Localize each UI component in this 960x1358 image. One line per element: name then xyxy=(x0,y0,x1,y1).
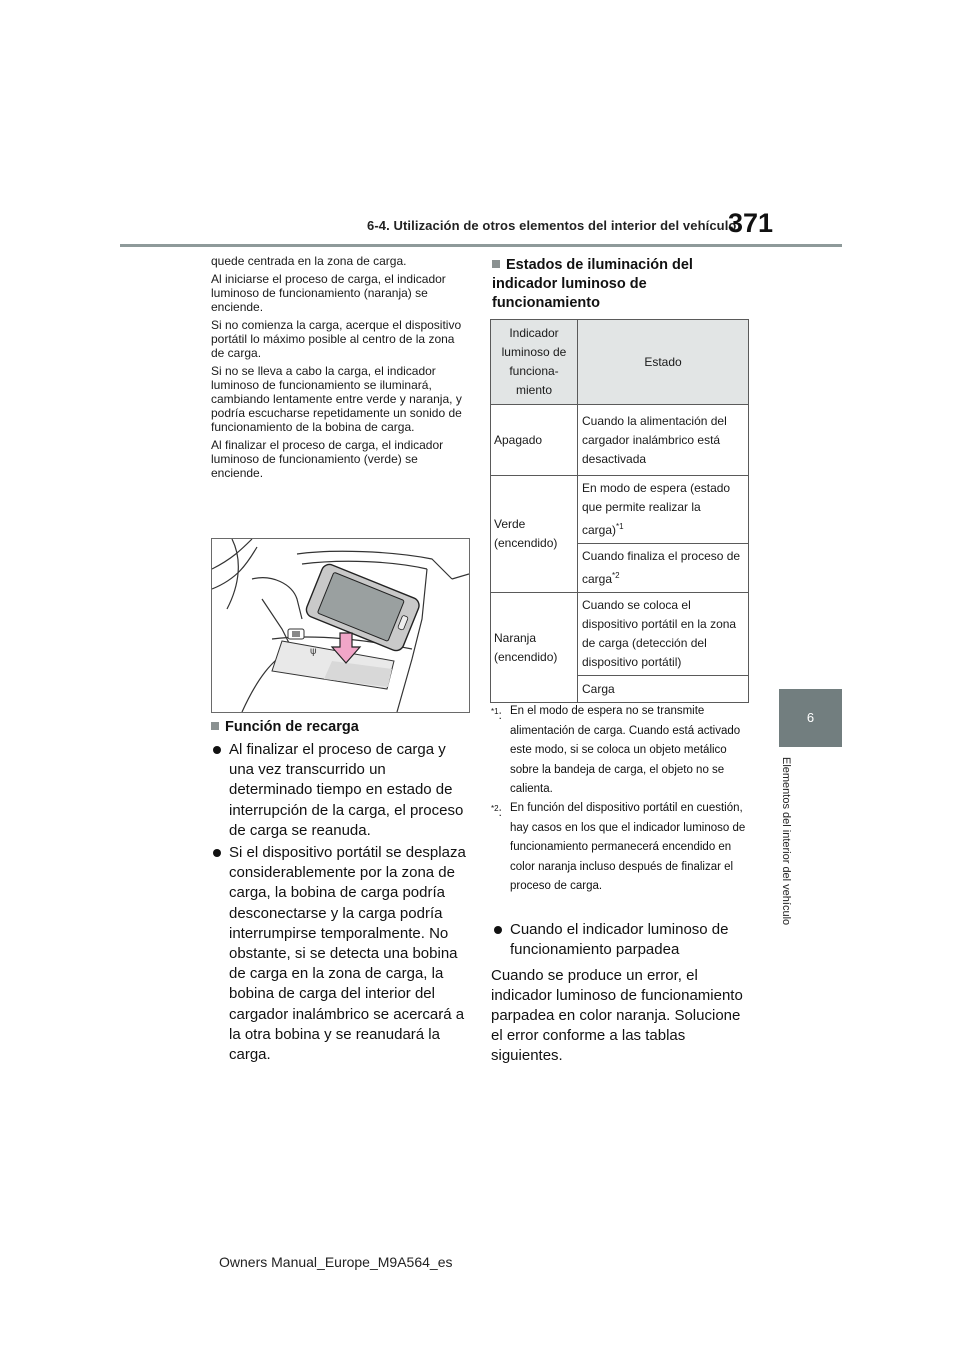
page-number: 371 xyxy=(728,208,774,238)
table-row xyxy=(491,593,749,676)
chapter-side-label xyxy=(780,757,810,977)
paragraph: Si no comienza la carga, acerque el dispositivo portátil lo máximo posible al centro de la zona de carga. xyxy=(211,318,462,360)
table-cell: Naranja (encendido) xyxy=(491,593,578,703)
bullet-item xyxy=(213,740,471,841)
status-table xyxy=(490,319,749,703)
header-divider xyxy=(120,244,842,247)
footnote-mark: $^{*2}$: xyxy=(491,804,502,819)
footer-text: Owners Manual_Europe_M9A564_es xyxy=(219,1254,453,1270)
table-row xyxy=(491,476,749,544)
table-cell: Apagado xyxy=(491,405,578,476)
bullet-text: Si el dispositivo portátil se desplaza considerablemente por la zona de carga, la bobina de carga podría desconectarse y la carga podría interrumpirse temporalmente. No obstante, si se detecta una bobina de carga en la zona de carga, la bobina de carga del interior del cargador inalámbrico se acercará a la otra bobina y se reanudará la carga. xyxy=(229,844,466,1064)
paragraph: quede centrada en la zona de carga. xyxy=(211,254,407,268)
charger-illustration-svg xyxy=(212,539,469,712)
table-cell xyxy=(578,476,749,544)
footnote-text: En función del dispositivo portátil en cuestión, hay casos en los que el indicador luminoso de funcionamiento permanecerá encendido en color naranja incluso después de finalizar el proceso de carga. xyxy=(510,802,746,892)
footnote-mark: *1 xyxy=(616,522,624,531)
svg-text:ψ: ψ xyxy=(310,646,317,657)
square-bullet-icon xyxy=(211,722,219,730)
footnote-mark-text: *1 xyxy=(491,707,499,716)
bullet-text: Al finalizar el proceso de carga y una vez transcurrido un determinado tiempo en estado de interrupción de la carga, el proceso de carga se reanuda. xyxy=(229,741,464,839)
footnote-mark: *2 xyxy=(612,571,620,580)
table-row xyxy=(491,405,749,476)
table-cell-text: Cuando finaliza el proceso de carga xyxy=(582,549,741,586)
footnote-text: En el modo de espera no se transmite alimentación de carga. Cuando está activado este modo, si se coloca un objeto metálico sobre la bandeja de carga, el objeto no se calienta. xyxy=(510,705,741,795)
table-header-cell: Estado xyxy=(578,320,749,405)
footnote-mark: $^{*1}$: xyxy=(491,707,502,722)
table-cell-text: En modo de espera (estado que permite realizar la carga) xyxy=(582,481,731,537)
intro-paragraphs xyxy=(211,254,469,484)
table-header-row xyxy=(491,320,749,405)
footnote xyxy=(491,799,747,897)
table-cell: Cuando se coloca el dispositivo portátil en la zona de carga (detección del dispositivo portátil) xyxy=(578,593,749,676)
bullet-dot-icon xyxy=(213,746,221,754)
blink-paragraph: Cuando se produce un error, el indicador luminoso de funcionamiento parpadea en color naranja. Solucione el error conforme a las tablas siguientes. xyxy=(491,967,743,1064)
table-cell: Verde (encendido) xyxy=(491,476,578,593)
bullet-text: Cuando el indicador luminoso de funcionamiento parpadea xyxy=(510,921,729,959)
paragraph: Al finalizar el proceso de carga, el indicador luminoso de funcionamiento (verde) se enciende. xyxy=(211,438,444,480)
footnote-mark-text: *2 xyxy=(491,804,499,813)
square-bullet-icon xyxy=(492,260,500,268)
charger-illustration xyxy=(211,538,470,713)
footnote xyxy=(491,702,747,800)
section-title: 6-4. Utilización de otros elementos del interior del vehículo xyxy=(367,218,737,233)
paragraph: Al iniciarse el proceso de carga, el indicador luminoso de funcionamiento (naranja) se enciende. xyxy=(211,272,446,314)
table-cell: Cuando la alimentación del cargador inalámbrico está desactivada xyxy=(578,405,749,476)
states-heading xyxy=(492,256,747,313)
recharge-heading xyxy=(211,718,359,737)
bullet-dot-icon xyxy=(213,849,221,857)
states-heading-text: Estados de iluminación del indicador luminoso de funcionamiento xyxy=(492,257,693,311)
table-cell: Carga xyxy=(578,676,749,703)
bullet-item xyxy=(213,843,471,1065)
bullet-dot-icon xyxy=(494,926,502,934)
table-header-cell: Indicador luminoso de funciona-miento xyxy=(491,320,578,405)
bullet-item xyxy=(494,920,746,960)
paragraph: Si no se lleva a cabo la carga, el indicador luminoso de funcionamiento se iluminará, cambiando lentamente entre verde y naranja, y podría escucharse repetidamente un sonido de funcionamiento de la bobina de carga. xyxy=(211,364,462,434)
chapter-tab: 6 xyxy=(779,689,842,747)
chapter-side-label-text: Elementos del interior del vehículo xyxy=(780,757,792,926)
recharge-heading-text: Función de recarga xyxy=(225,719,359,735)
table-cell xyxy=(578,544,749,593)
